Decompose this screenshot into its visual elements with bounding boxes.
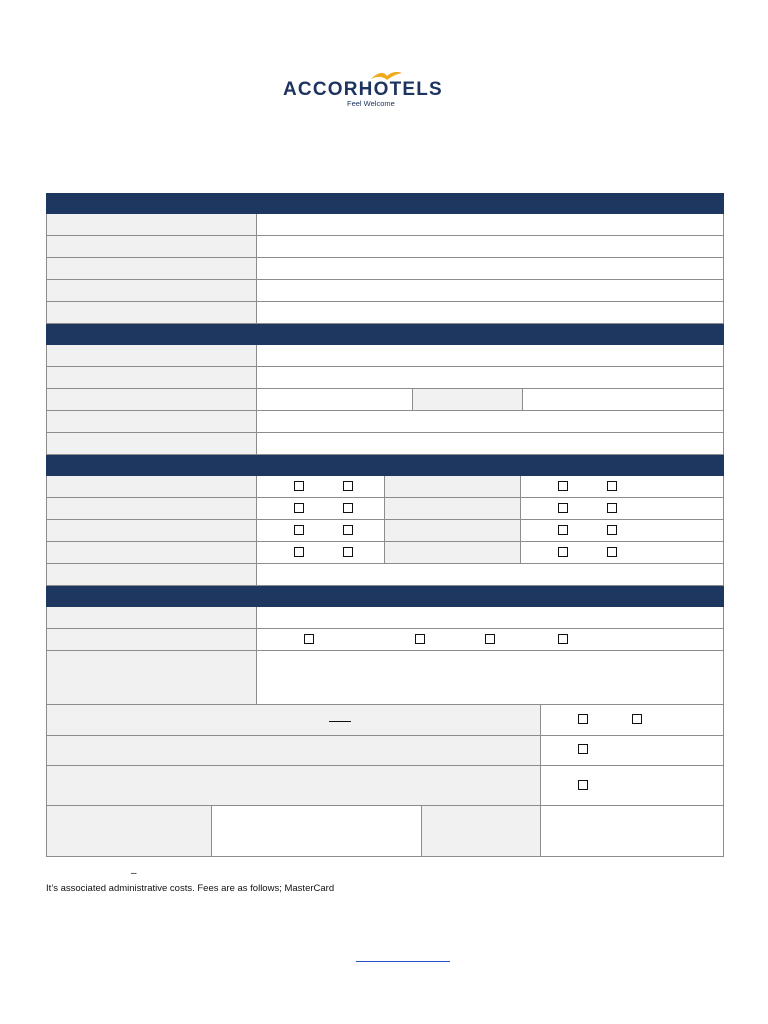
consent-label <box>46 705 540 736</box>
field-label <box>46 433 256 455</box>
accorhotels-logo <box>283 68 493 110</box>
checkbox-group <box>540 705 724 736</box>
form-row <box>46 564 724 586</box>
checkbox-no[interactable] <box>343 525 353 535</box>
checkbox-group <box>256 542 384 564</box>
checkbox-agree[interactable] <box>578 744 588 754</box>
text-field[interactable] <box>256 236 724 258</box>
text-field[interactable] <box>256 214 724 236</box>
form-row <box>46 214 724 236</box>
checkbox-no[interactable] <box>343 503 353 513</box>
field-label <box>46 367 256 389</box>
date-label <box>421 806 540 857</box>
form-row-tall <box>46 651 724 705</box>
text-area[interactable] <box>256 651 724 705</box>
checkbox-group <box>520 520 724 542</box>
checkbox-yes[interactable] <box>558 503 568 513</box>
checkbox-card-option-3[interactable] <box>485 634 495 644</box>
card-type-options <box>256 629 724 651</box>
field-label <box>46 564 256 586</box>
checkbox-card-option-1[interactable] <box>304 634 314 644</box>
checkbox-no[interactable] <box>632 714 642 724</box>
text-field[interactable] <box>256 411 724 433</box>
field-label <box>46 389 256 411</box>
field-label <box>46 214 256 236</box>
checkbox-yes[interactable] <box>558 525 568 535</box>
checkbox-group <box>256 520 384 542</box>
checkbox-no[interactable] <box>343 547 353 557</box>
field-label <box>46 258 256 280</box>
consent-row <box>46 705 724 736</box>
checkbox-group <box>520 498 724 520</box>
consent-label <box>46 736 540 766</box>
footnote-text: It’s associated administrative costs. Fees are as follows; MasterCard <box>46 883 335 894</box>
checkbox-card-option-2[interactable] <box>415 634 425 644</box>
field-label <box>46 651 256 705</box>
form-row <box>46 280 724 302</box>
field-label <box>384 520 520 542</box>
checkbox-row <box>46 520 724 542</box>
field-label <box>384 542 520 564</box>
consent-row <box>46 736 724 766</box>
field-label <box>46 302 256 324</box>
field-label <box>384 498 520 520</box>
checkbox-yes[interactable] <box>294 525 304 535</box>
text-field[interactable] <box>256 389 412 411</box>
field-label <box>46 476 256 498</box>
field-label <box>46 542 256 564</box>
checkbox-group <box>256 476 384 498</box>
date-field[interactable] <box>540 806 724 857</box>
booking-form <box>46 193 724 857</box>
text-field[interactable] <box>256 607 724 629</box>
form-row <box>46 433 724 455</box>
card-type-row <box>46 629 724 651</box>
logo-wordmark: ACCORHOTELS <box>283 79 443 100</box>
checkbox-agree[interactable] <box>578 780 588 790</box>
text-field[interactable] <box>256 367 724 389</box>
section-header-2 <box>46 324 724 345</box>
checkbox-yes[interactable] <box>294 547 304 557</box>
checkbox-group <box>540 766 724 806</box>
checkbox-no[interactable] <box>607 481 617 491</box>
footnote-dash: – <box>131 868 137 879</box>
checkbox-yes[interactable] <box>578 714 588 724</box>
form-row <box>46 367 724 389</box>
checkbox-row <box>46 476 724 498</box>
checkbox-row <box>46 498 724 520</box>
text-field[interactable] <box>256 280 724 302</box>
field-label <box>46 607 256 629</box>
checkbox-no[interactable] <box>607 547 617 557</box>
checkbox-yes[interactable] <box>294 503 304 513</box>
field-label <box>46 280 256 302</box>
form-row-split <box>46 389 724 411</box>
hyperlink-underline[interactable] <box>356 961 450 962</box>
checkbox-group <box>540 736 724 766</box>
checkbox-card-option-4[interactable] <box>558 634 568 644</box>
section-header-1 <box>46 193 724 214</box>
checkbox-yes[interactable] <box>558 547 568 557</box>
field-label <box>46 498 256 520</box>
field-label <box>46 629 256 651</box>
section-header-3 <box>46 455 724 476</box>
text-field[interactable] <box>256 258 724 280</box>
checkbox-no[interactable] <box>607 503 617 513</box>
consent-label <box>46 766 540 806</box>
text-field[interactable] <box>256 433 724 455</box>
text-field[interactable] <box>256 345 724 367</box>
checkbox-yes[interactable] <box>294 481 304 491</box>
checkbox-yes[interactable] <box>558 481 568 491</box>
checkbox-no[interactable] <box>607 525 617 535</box>
checkbox-group <box>520 542 724 564</box>
form-row <box>46 236 724 258</box>
underline-mark <box>329 721 351 722</box>
checkbox-group <box>520 476 724 498</box>
field-label <box>46 345 256 367</box>
field-label <box>46 520 256 542</box>
checkbox-no[interactable] <box>343 481 353 491</box>
signature-row <box>46 806 724 857</box>
logo-tagline: Feel Welcome <box>347 99 395 108</box>
text-field[interactable] <box>256 564 724 586</box>
section-header-4 <box>46 586 724 607</box>
field-label <box>384 476 520 498</box>
signature-field[interactable] <box>211 806 421 857</box>
text-field[interactable] <box>522 389 724 411</box>
form-row <box>46 411 724 433</box>
checkbox-group <box>256 498 384 520</box>
checkbox-row <box>46 542 724 564</box>
text-field[interactable] <box>256 302 724 324</box>
form-row <box>46 607 724 629</box>
field-label <box>46 411 256 433</box>
form-row <box>46 345 724 367</box>
field-label <box>46 236 256 258</box>
consent-row <box>46 766 724 806</box>
field-label <box>412 389 522 411</box>
signature-label <box>46 806 211 857</box>
form-row <box>46 302 724 324</box>
form-row <box>46 258 724 280</box>
